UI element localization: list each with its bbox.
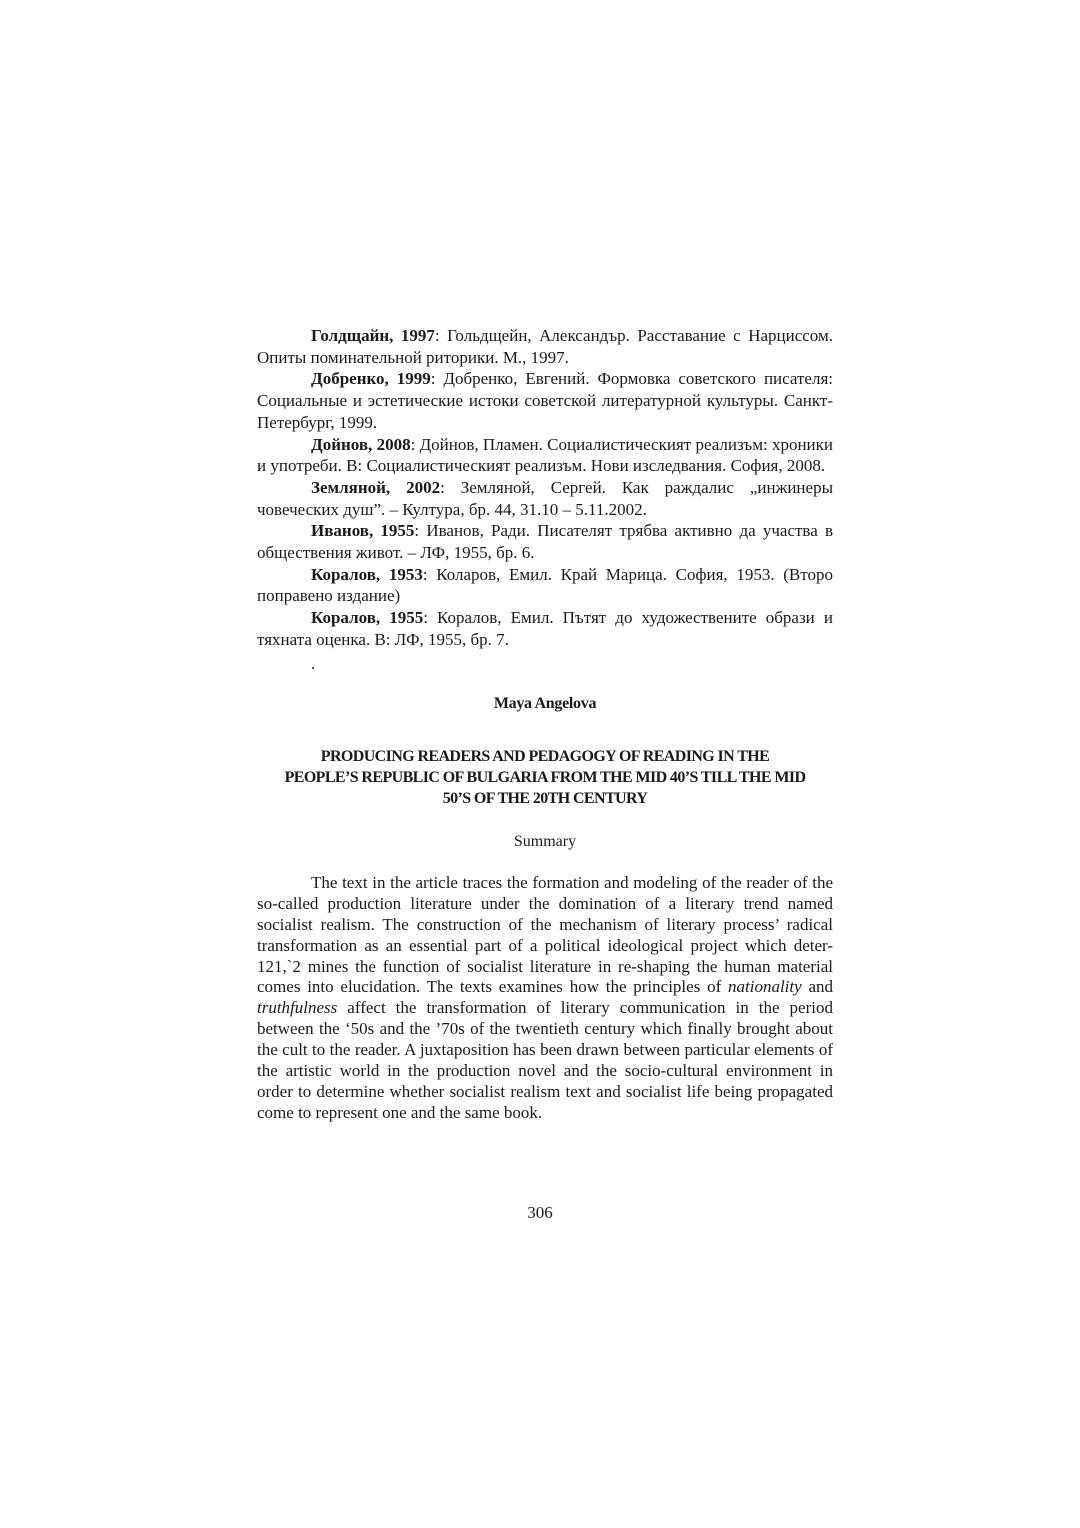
summary-italic-term: nationality bbox=[728, 977, 802, 997]
summary-paragraph bbox=[257, 873, 833, 1124]
reference-text: : Земляной, Сергей. Как раждалис „инжинеры човеческих душ”. – Култура, бр. 44, 31.10 – 5.11.2002. bbox=[257, 477, 833, 519]
article-title bbox=[257, 746, 833, 809]
reference-key: Коралов, 1955 bbox=[311, 608, 424, 628]
summary-text-part: The text in the article traces the formation and modeling of the reader of the so-called production literature under the domination of a literary trend named socialist realism. The construction of the mechanism of literary process’ radical transformation as an essential part of a political ideological project which deter-121,`2 mines the function of socialist literature in re-shaping the human material comes into elucidation. The texts examines how the principles of bbox=[257, 872, 833, 997]
author-name: Maya Angelova bbox=[493, 694, 597, 712]
title-line: 50’S OF THE 20TH CENTURY bbox=[442, 790, 648, 808]
summary-text-part: affect the transformation of literary communication in the period between the ‘50s and the ’70s of the twentieth century which finally brought about the cult to the reader. A juxtaposition has been drawn between particular elements of the artistic world in the production novel and the socio-cultural environment in order to determine whether socialist realism text and socialist life being propagated come to represent one and the same book. bbox=[257, 998, 833, 1122]
reference-entry bbox=[257, 434, 833, 477]
reference-entry bbox=[257, 564, 833, 607]
reference-entry bbox=[257, 607, 833, 650]
title-line: PRODUCING READERS AND PEDAGOGY OF READING IN THE bbox=[320, 748, 770, 766]
reference-entry bbox=[257, 520, 833, 563]
page-content bbox=[257, 325, 833, 1141]
title-line: PEOPLE’S REPUBLIC OF BULGARIA FROM THE MID 40’S TILL THE MID bbox=[284, 769, 806, 787]
reference-text: : Коларов, Емил. Край Марица. София, 1953. (Второ поправено издание) bbox=[257, 564, 833, 606]
reference-text: : Гольдщейн, Александър. Расставание с Нарциссом. Опиты поминательной риторики. М., 1997. bbox=[257, 326, 833, 367]
reference-key: Земляной, 2002 bbox=[311, 477, 441, 497]
stray-dot: . bbox=[311, 653, 316, 673]
reference-key: Голдщайн, 1997 bbox=[311, 326, 435, 345]
reference-text: : Добренко, Евгений. Формовка советского писателя: Социальные и эстетические истоки советской литературной культуры. Санкт-Петербург, 1999. bbox=[257, 369, 834, 432]
reference-key: Дойнов, 2008 bbox=[311, 434, 411, 454]
reference-key: Добренко, 1999 bbox=[311, 369, 431, 389]
summary-text-part: and bbox=[801, 977, 834, 997]
reference-text: : Дойнов, Пламен. Социалистическият реализъм: хроники и употреби. В: Социалистическият реализъм. Нови изследвания. София, 2008. bbox=[257, 434, 834, 476]
reference-list bbox=[257, 325, 833, 651]
reference-key: Коралов, 1953 bbox=[311, 564, 423, 584]
summary-italic-term: truthfulness bbox=[257, 998, 338, 1018]
reference-entry bbox=[257, 477, 833, 520]
reference-text: : Коралов, Емил. Пътят до художествените образи и тяхната оценка. В: ЛФ, 1955, бр. 7. bbox=[257, 608, 833, 649]
page-number: 306 bbox=[527, 1203, 553, 1222]
reference-text: : Иванов, Ради. Писателят трябва активно да участва в обществения живот. – ЛФ, 1955, бр. 6. bbox=[257, 521, 833, 563]
summary-heading: Summary bbox=[513, 833, 577, 851]
reference-entry bbox=[257, 325, 833, 368]
reference-key: Иванов, 1955 bbox=[311, 521, 415, 541]
reference-entry bbox=[257, 368, 833, 433]
